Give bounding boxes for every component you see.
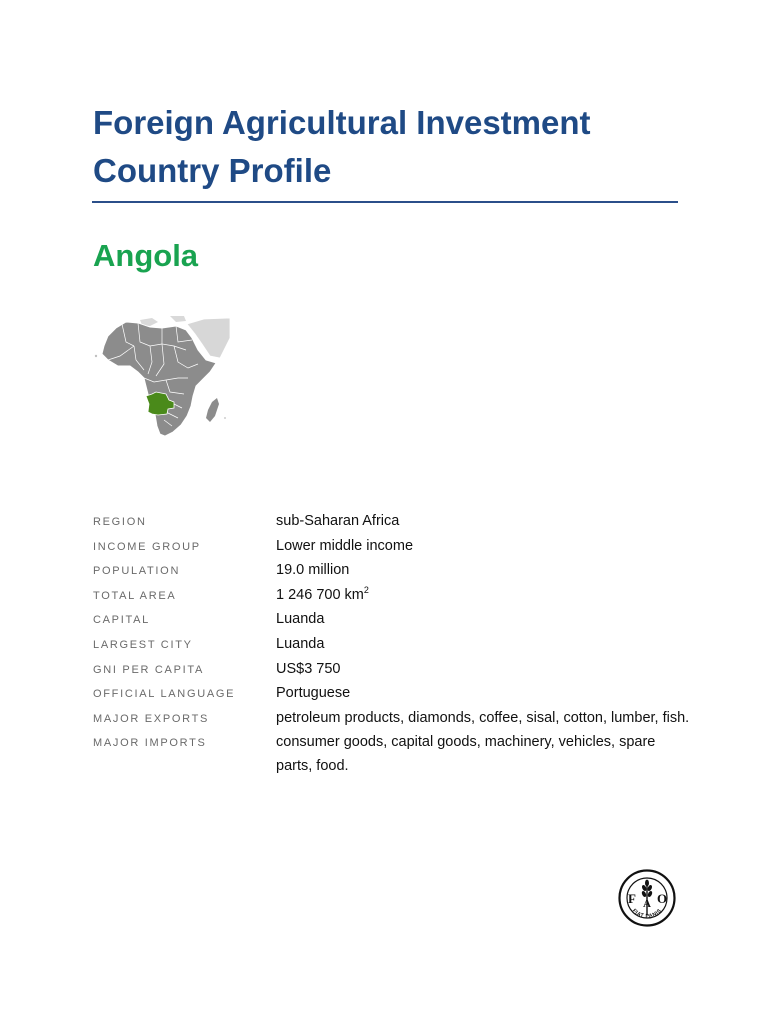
- fact-label: CAPITAL: [93, 614, 150, 627]
- fact-row: [93, 584, 693, 609]
- fact-label: POPULATION: [93, 565, 181, 578]
- fact-value: [276, 682, 693, 706]
- logo-letter-a: A: [643, 898, 651, 910]
- fact-value: [276, 731, 693, 778]
- fact-value-text: US$3 750: [276, 660, 341, 677]
- fact-value: [276, 584, 693, 608]
- madagascar-shape: [206, 398, 219, 422]
- fact-value: [276, 535, 693, 559]
- title-divider: [92, 201, 678, 203]
- fact-label: REGION: [93, 516, 147, 528]
- fact-label: MAJOR EXPORTS: [93, 712, 210, 725]
- logo-motto: FIAT PANIS: [630, 907, 664, 920]
- fact-value: [276, 633, 693, 657]
- fact-label: LARGEST CITY: [93, 638, 193, 651]
- fact-value-text: Portuguese: [276, 685, 351, 702]
- fact-row: [93, 535, 693, 560]
- fact-value: [276, 658, 693, 682]
- fact-value-text: 1 246 700 km: [276, 586, 364, 603]
- fact-label: GNI PER CAPITA: [93, 663, 204, 676]
- fact-label: INCOME GROUP: [93, 540, 201, 553]
- fact-row: [93, 510, 693, 535]
- fact-value-text: Luanda: [276, 635, 325, 652]
- fact-row: [93, 658, 693, 683]
- fact-value: [276, 707, 693, 731]
- fact-value-text: consumer goods, capital goods, machinery, vehicles, spare parts, food.: [276, 734, 656, 774]
- fact-label: OFFICIAL LANGUAGE: [93, 688, 236, 701]
- fact-value: [276, 510, 693, 534]
- fact-value-superscript: 2: [363, 584, 369, 595]
- logo-letter-o: O: [656, 891, 668, 906]
- fact-value-text: sub-Saharan Africa: [276, 513, 400, 529]
- fact-row: [93, 559, 693, 584]
- logo-letter-f: F: [628, 891, 636, 906]
- fact-row: [93, 731, 693, 778]
- fact-label: MAJOR IMPORTS: [93, 737, 207, 750]
- fact-value-text: Lower middle income: [276, 537, 414, 554]
- fact-value: [276, 559, 693, 583]
- country-name: Angola: [93, 238, 199, 273]
- europe-fragment-2: [170, 316, 186, 322]
- fao-logo-icon: [618, 869, 676, 927]
- fact-row: [93, 608, 693, 633]
- fact-value-text: petroleum products, diamonds, coffee, sisal, cotton, lumber, fish.: [276, 709, 690, 726]
- africa-map-icon: [92, 316, 232, 446]
- fact-table: [93, 510, 693, 779]
- page-title: Foreign Agricultural Investment Country Profile: [93, 104, 591, 189]
- fact-row: [93, 707, 693, 732]
- fact-value-text: Luanda: [276, 611, 325, 628]
- fact-label: TOTAL AREA: [93, 589, 177, 602]
- fact-row: [93, 682, 693, 707]
- fact-value-text: 19.0 million: [276, 562, 350, 579]
- fact-value: [276, 608, 693, 632]
- fact-row: [93, 633, 693, 658]
